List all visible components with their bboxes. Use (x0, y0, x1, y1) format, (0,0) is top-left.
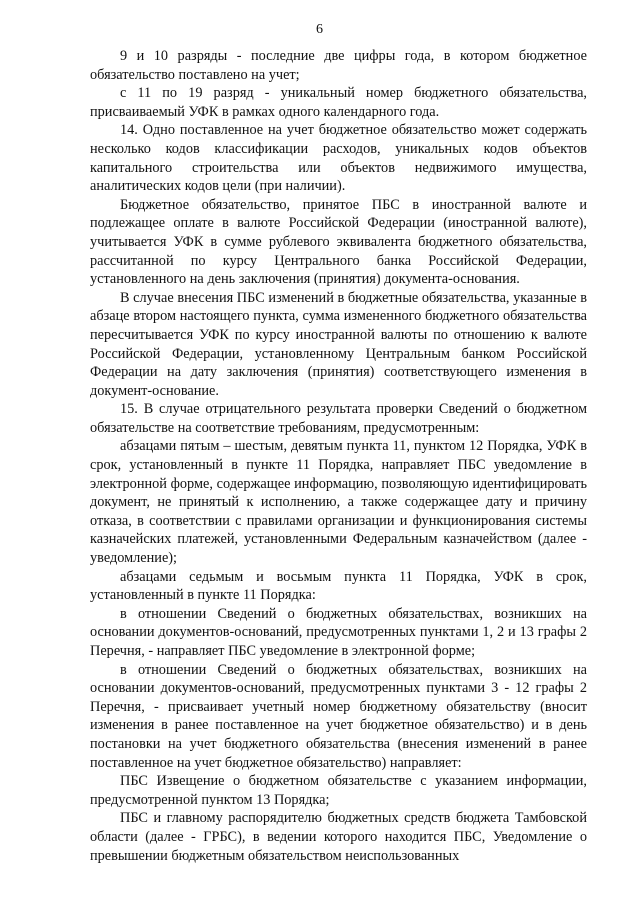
page-number: 6 (316, 22, 323, 37)
paragraph-pbs-notice: ПБС Извещение о бюджетном обязательстве с указанием информации, предусмотренной пунктом 13 Порядка; (90, 773, 587, 808)
paragraph-items-3-12: в отношении Сведений о бюджетных обязательствах, возникших на основании документов-оснований, предусмотренных пунктами 3 - 12 графы 2 Перечня, - присваивает учетный номер бюджетному обязательству (вносит изменения в ранее поставленное на учет бюджетное обязательство) и в день постановки на учет бюджетного обязательства (внесения изменений в ранее поставленное на учет бюджетное обязательство) направляет: (90, 661, 587, 771)
paragraph-item-15: 15. В случае отрицательного результата проверки Сведений о бюджетном обязательстве на соответствие требованиям, предусмотренным: (90, 401, 587, 436)
paragraph-seventh-eighth: абзацами седьмым и восьмым пункта 11 Порядка, УФК в срок, установленный в пункте 11 Порядка: (90, 568, 587, 604)
paragraph-digits-9-10: 9 и 10 разряды - последние две цифры года, в котором бюджетное обязательство поставлено на учет; (90, 48, 587, 83)
document-body (90, 47, 587, 865)
paragraph-item-14: 14. Одно поставленное на учет бюджетное обязательство может содержать несколько кодов классификации расходов, уникальных кодов объектов капитального строительства или объектов недвижимого имущества, аналитических кодов цели (при наличии). (90, 122, 587, 195)
paragraph-grbs-notice: ПБС и главному распорядителю бюджетных средств бюджета Тамбовской области (далее - ГРБС), в ведении которого находится ПБС, Уведомление о превышении бюджетным обязательством неиспользованных (90, 810, 587, 864)
paragraph-notification: абзацами пятым – шестым, девятым пункта 11, пунктом 12 Порядка, УФК в срок, установленный в пункте 11 Порядка, направляет ПБС уведомление в электронной форме, содержащее информацию, позволяющую идентифицировать документ, не принятый к исполнению, а также содержащее дату и причину отказа, в соответствии с правилами организации и функционирования системы казначейских платежей, установленными Федеральным казначейством (далее - уведомление); (90, 438, 587, 567)
paragraph-currency-changes: В случае внесения ПБС изменений в бюджетные обязательства, указанные в абзаце втором настоящего пункта, сумма измененного бюджетного обязательства пересчитывается УФК по курсу иностранной валюты по отношению к валюте Российской Федерации, установленному Центральным банком Российской Федерации на дату заключения (принятия) соответствующего изменения в документ-основание. (90, 289, 587, 399)
paragraph-items-1-2-13: в отношении Сведений о бюджетных обязательствах, возникших на основании документов-оснований, предусмотренных пунктами 1, 2 и 13 графы 2 Перечня, - направляет ПБС уведомление в электронной форме; (90, 605, 587, 659)
paragraph-foreign-currency: Бюджетное обязательство, принятое ПБС в иностранной валюте и подлежащее оплате в валюте Российской Федерации (иностранной валюте), учитывается УФК в сумме рублевого эквивалента бюджетного обязательства, рассчитанной по курсу Центрального банка Российской Федерации, установленного на день заключения (принятия) документа-основания. (90, 196, 587, 288)
paragraph-digits-11-19: с 11 по 19 разряд - уникальный номер бюджетного обязательства, присваиваемый УФК в рамках одного календарного года. (90, 85, 587, 120)
